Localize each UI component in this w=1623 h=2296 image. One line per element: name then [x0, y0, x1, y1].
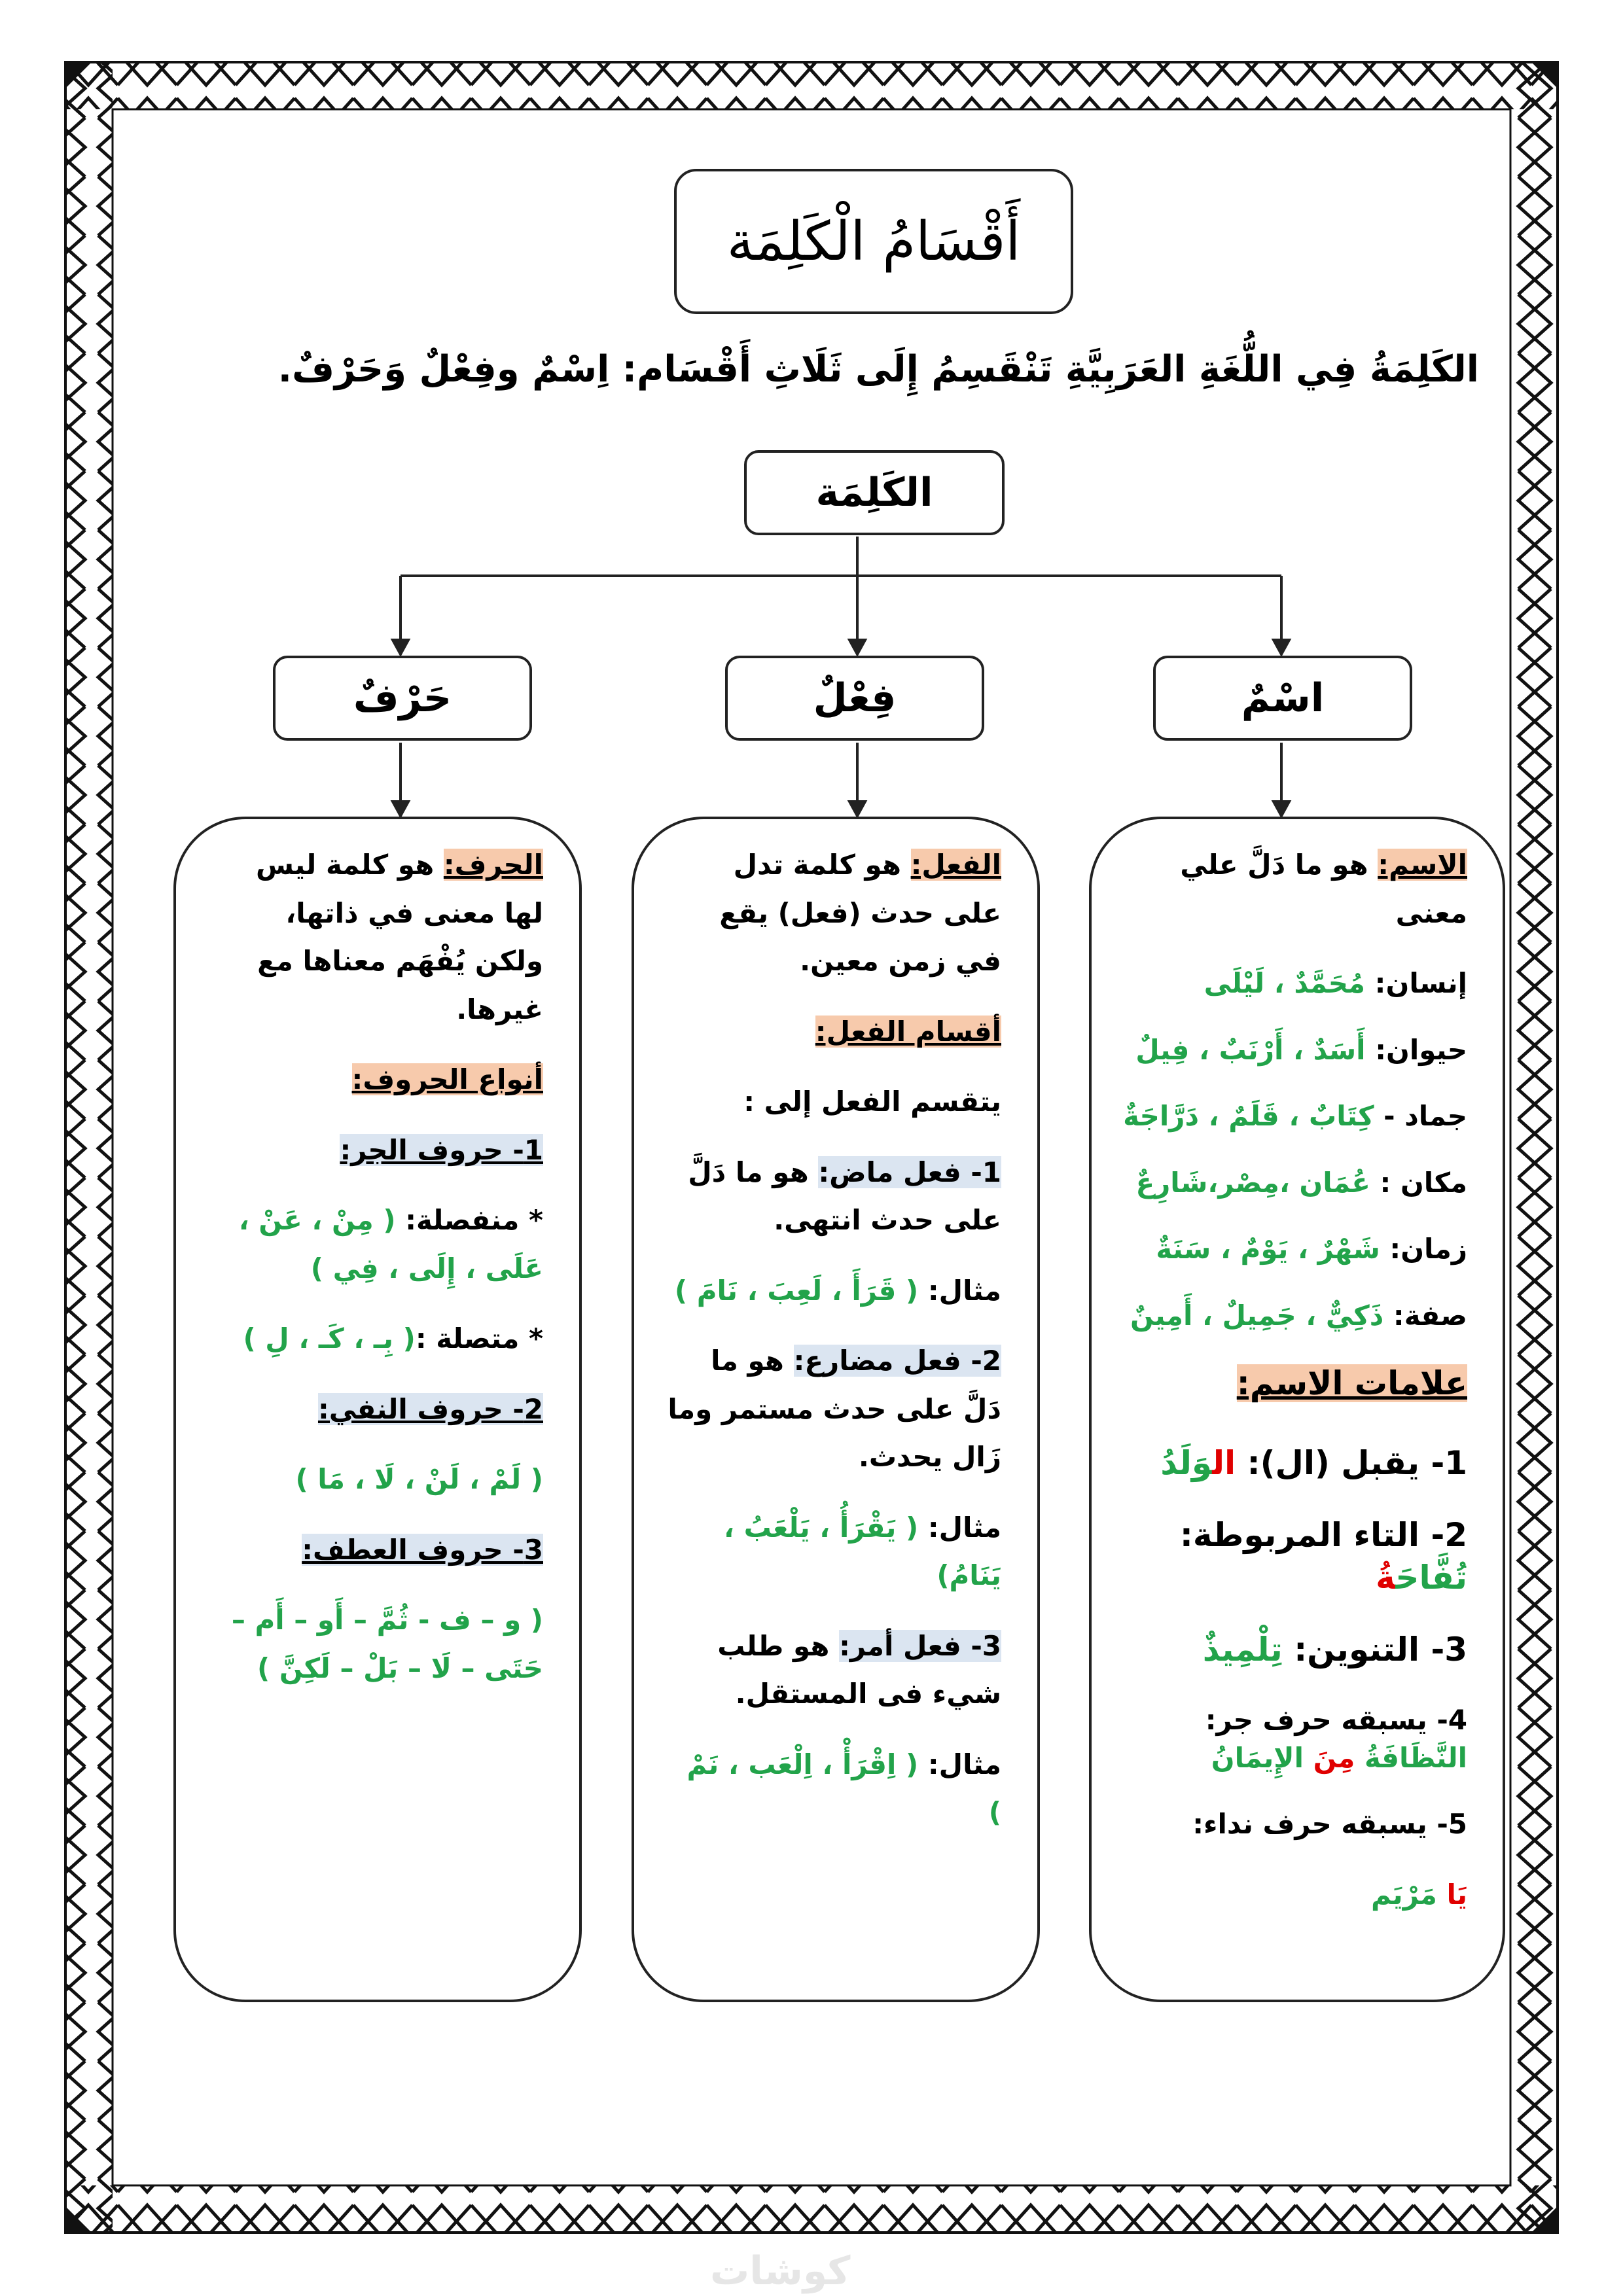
fiil-panel-content	[668, 841, 1001, 1859]
intro-sentence: الكَلِمَةُ فِي اللُّغَةِ العَرَبِيَّةِ تَنْقَسِمُ إِلَى ثَلَاثِ أَقْسَام: اِسْمٌ وفِعْلٌ وَحَرْفٌ.	[277, 348, 1479, 391]
harf-atf-heading: 3- حروف العطف:	[302, 1533, 543, 1566]
harf-panel-content	[209, 841, 543, 1714]
arrow-down-icon	[393, 802, 408, 816]
fiil-present-example: مثال: ( يَقْرَأُ ، يَلْعَبُ ، يَنَامُ)	[724, 1511, 1001, 1591]
watermark: كوشات	[710, 2248, 851, 2294]
ism-example-animal: حيوان: أَسَدٌ ، أَرْنَبٌ ، فِيلٌ	[1135, 1033, 1467, 1066]
fiil-types-heading: أقسام الفعل:	[815, 1015, 1001, 1048]
ism-sign-2: 2- التاء المربوطة: تُفَّاحَةُ	[1179, 1516, 1467, 1597]
ism-example-adjective: صفة: ذَكِيٌّ ، جَمِيلٌ ، أَمِينٌ	[1130, 1299, 1467, 1332]
arrow-down-icon	[1274, 640, 1289, 654]
ism-sign-4: 4- يسبقه حرف جر: النَّظَافَةُ مِنَ الإِيمَانُ	[1205, 1703, 1467, 1775]
ism-example-time: زمان: شَهْرٌ ، يَوْمٌ ، سَنَةٌ	[1156, 1233, 1467, 1265]
node-fiil-label: فِعْلٌ	[813, 675, 897, 721]
ism-definition	[1113, 841, 1467, 937]
ism-example-object: جماد - كِتَابٌ ، قَلَمٌ ، دَرَّاجَةٌ	[1123, 1100, 1467, 1132]
harf-jarr-separate: * منفصلة: ( مِنْ ، عَنْ ، عَلَى ، إِلَى ، فِي )	[238, 1204, 543, 1284]
arrow-down-icon	[849, 802, 865, 816]
node-harf-label: حَرْفٌ	[353, 675, 452, 721]
node-ism	[1153, 656, 1412, 741]
harf-jarr-connected: * متصلة :( بِـ ، كَـ ، لِ )	[243, 1322, 543, 1354]
harf-nafy-value: ( لَمْ ، لَنْ ، لَا ، مَا )	[295, 1463, 543, 1495]
ism-example-place: مكان : عُمَان ،مِصْر،شَارِعٌ	[1135, 1166, 1467, 1199]
node-ism-label: اسْمٌ	[1241, 675, 1325, 721]
ism-def-text: هو ما دَلَّ علي معنى	[1180, 849, 1467, 929]
ism-sign-5-example: يَا مَرْيَم	[1370, 1878, 1467, 1911]
harf-definition: الحرف: هو كلمة ليس لها معنى في ذاتها، ولكن يُفْهَم معناها مع غيرها.	[256, 849, 543, 1025]
fiil-past: 1- فعل ماض: هو ما دَلَّ على حدث انتهى.	[688, 1156, 1001, 1236]
fiil-definition: الفعل: هو كلمة تدل على حدث (فعل) يقع في زمن معين.	[719, 849, 1001, 977]
harf-jarr-heading: 1- حروف الجر:	[340, 1133, 543, 1166]
node-harf	[273, 656, 532, 741]
fiil-types-intro: يتقسم الفعل إلى :	[743, 1086, 1001, 1118]
root-node-label: الكَلِمَة	[815, 470, 933, 516]
fiil-imperative-example: مثال: ( اِقْرَأْ ، اِلْعَب ، نَمْ )	[687, 1748, 1001, 1828]
fiil-past-example: مثال: ( قَرَأَ ، لَعِبَ ، نَامَ )	[674, 1274, 1001, 1307]
ism-sign-5: 5- يسبقه حرف نداء:	[1192, 1808, 1467, 1841]
arrow-down-icon	[393, 640, 408, 654]
page-title-text: أَقْسَامُ الْكَلِمَة	[726, 210, 1021, 273]
arrow-down-icon	[849, 640, 865, 654]
harf-atf-value: ( و – ف - ثُمَّ – أَو – أَم – حَتَى – لَا – بَلْ – لَكِنَّ )	[231, 1604, 543, 1684]
ism-signs-heading: علامات الاسم:	[1236, 1364, 1467, 1402]
ism-sign-3: 3- التنوين: تِلْمِيذٌ	[1202, 1631, 1467, 1669]
fiil-present: 2- فعل مضارع: هو ما دَلَّ على حدث مستمر وما زَال يحدث.	[668, 1345, 1001, 1473]
node-fiil	[725, 656, 984, 741]
arrow-down-icon	[1274, 802, 1289, 816]
ism-example-human: إنسان: مُحَمَّدٌ ، لَيْلَى	[1204, 967, 1467, 999]
ism-sign-1: 1- يقبل (ال): الوَلَدُ	[1160, 1443, 1467, 1482]
ism-panel-content	[1113, 841, 1467, 1941]
harf-types-heading: أنواع الحروف:	[351, 1063, 543, 1095]
fiil-imperative: 3- فعل أمر: هو طلب شيء فى المستقل.	[717, 1629, 1001, 1710]
root-node-kalima	[744, 450, 1005, 535]
ism-def-label: الاسم:	[1378, 849, 1467, 881]
harf-nafy-heading: 2- حروف النفي:	[317, 1392, 543, 1425]
